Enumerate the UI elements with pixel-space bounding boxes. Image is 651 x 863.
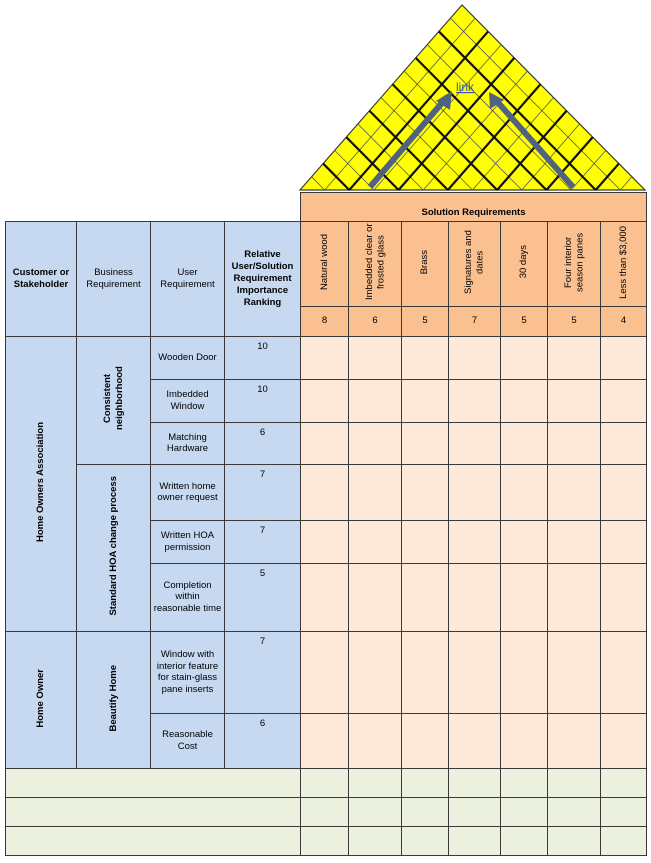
- footer-cell[interactable]: [301, 826, 349, 855]
- customer-stakeholder-header: Customer or Stakeholder: [6, 222, 77, 337]
- matrix-cell[interactable]: [449, 713, 501, 768]
- footer-label-cell[interactable]: [6, 797, 301, 826]
- matrix-cell[interactable]: [349, 422, 402, 464]
- matrix-cell[interactable]: [449, 464, 501, 520]
- matrix-cell[interactable]: [349, 336, 402, 379]
- solution-header-4: [449, 222, 501, 307]
- solution-header-5: [501, 222, 548, 307]
- rank-4: 7: [225, 464, 301, 520]
- matrix-cell[interactable]: [301, 631, 349, 713]
- solution-name: Signatures and dates: [463, 230, 486, 294]
- footer-cell[interactable]: [601, 797, 647, 826]
- user-requirement-header: User Requirement: [151, 222, 225, 337]
- matrix-cell[interactable]: [301, 563, 349, 631]
- solution-name: 30 days: [518, 245, 530, 279]
- matrix-cell[interactable]: [548, 379, 601, 422]
- stakeholder-home-owner: [6, 631, 77, 768]
- user-req-8: Reasonable Cost: [151, 713, 225, 768]
- matrix-cell[interactable]: [501, 713, 548, 768]
- matrix-cell[interactable]: [601, 563, 647, 631]
- link-label[interactable]: link: [456, 80, 475, 94]
- solution-score-1: 8: [301, 306, 349, 336]
- importance-ranking-header: Relative User/Solution Requirement Importance Ranking: [225, 222, 301, 337]
- solution-score-2: 6: [349, 306, 402, 336]
- footer-cell[interactable]: [501, 826, 548, 855]
- matrix-cell[interactable]: [601, 336, 647, 379]
- footer-cell[interactable]: [301, 797, 349, 826]
- user-req-4: Written home owner request: [151, 464, 225, 520]
- matrix-cell[interactable]: [548, 631, 601, 713]
- matrix-cell[interactable]: [449, 563, 501, 631]
- matrix-cell[interactable]: [601, 379, 647, 422]
- matrix-cell[interactable]: [449, 520, 501, 563]
- matrix-cell[interactable]: [449, 336, 501, 379]
- matrix-cell[interactable]: [601, 631, 647, 713]
- footer-label-cell[interactable]: [6, 768, 301, 797]
- footer-cell[interactable]: [501, 797, 548, 826]
- matrix-cell[interactable]: [548, 336, 601, 379]
- solution-name: Brass: [419, 249, 431, 275]
- rank-1: 10: [225, 336, 301, 379]
- matrix-cell[interactable]: [402, 713, 449, 768]
- matrix-cell[interactable]: [548, 520, 601, 563]
- solution-name: Less than $3,000: [617, 225, 629, 299]
- business-beautify-home: [77, 631, 151, 768]
- matrix-cell[interactable]: [501, 563, 548, 631]
- footer-cell[interactable]: [402, 768, 449, 797]
- footer-cell[interactable]: [449, 768, 501, 797]
- user-req-1: Wooden Door: [151, 336, 225, 379]
- matrix-cell[interactable]: [402, 563, 449, 631]
- matrix-cell[interactable]: [349, 520, 402, 563]
- user-req-3: Matching Hardware: [151, 422, 225, 464]
- matrix-cell[interactable]: [548, 563, 601, 631]
- rank-7: 7: [225, 631, 301, 713]
- solution-score-7: 4: [601, 306, 647, 336]
- footer-label-cell[interactable]: [6, 826, 301, 855]
- footer-cell[interactable]: [548, 826, 601, 855]
- matrix-cell[interactable]: [402, 464, 449, 520]
- user-req-7: Window with interior feature for stain-glass pane inserts: [151, 631, 225, 713]
- solution-header-7: [601, 222, 647, 307]
- solution-name: Four interior season panes: [562, 232, 585, 292]
- stakeholder-label: Home Owners Association: [35, 421, 47, 542]
- matrix-cell[interactable]: [301, 336, 349, 379]
- solution-requirements-title: Solution Requirements: [301, 193, 647, 222]
- business-requirement-header: Business Requirement: [77, 222, 151, 337]
- matrix-cell[interactable]: [349, 379, 402, 422]
- user-req-5: Written HOA permission: [151, 520, 225, 563]
- footer-cell[interactable]: [349, 797, 402, 826]
- rank-2: 10: [225, 379, 301, 422]
- solution-header-3: [402, 222, 449, 307]
- solution-score-3: 5: [402, 306, 449, 336]
- user-req-2: Imbedded Window: [151, 379, 225, 422]
- matrix-cell[interactable]: [449, 631, 501, 713]
- footer-cell[interactable]: [402, 826, 449, 855]
- matrix-cell[interactable]: [402, 631, 449, 713]
- matrix-cell[interactable]: [301, 713, 349, 768]
- matrix-cell[interactable]: [301, 422, 349, 464]
- matrix-cell[interactable]: [501, 631, 548, 713]
- matrix-cell[interactable]: [501, 379, 548, 422]
- solution-header-1: [301, 222, 349, 307]
- matrix-cell[interactable]: [449, 422, 501, 464]
- matrix-cell[interactable]: [449, 379, 501, 422]
- matrix-cell[interactable]: [402, 379, 449, 422]
- correlation-roof: [0, 0, 651, 192]
- footer-cell[interactable]: [601, 768, 647, 797]
- business-label: Beautify Home: [107, 664, 119, 732]
- rank-6: 5: [225, 563, 301, 631]
- user-req-6: Completion within reasonable time: [151, 563, 225, 631]
- footer-cell[interactable]: [601, 826, 647, 855]
- stakeholder-hoa: [6, 336, 77, 631]
- rank-8: 6: [225, 713, 301, 768]
- matrix-cell[interactable]: [548, 464, 601, 520]
- solution-header-2: [349, 222, 402, 307]
- matrix-cell[interactable]: [301, 464, 349, 520]
- matrix-cell[interactable]: [349, 713, 402, 768]
- rank-3: 6: [225, 422, 301, 464]
- footer-cell[interactable]: [449, 797, 501, 826]
- business-label: Standard HOA change process: [107, 476, 119, 616]
- footer-cell[interactable]: [349, 768, 402, 797]
- solution-header-6: [548, 222, 601, 307]
- matrix-cell[interactable]: [402, 336, 449, 379]
- matrix-cell[interactable]: [548, 713, 601, 768]
- footer-cell[interactable]: [548, 797, 601, 826]
- footer-cell[interactable]: [301, 768, 349, 797]
- matrix-cell[interactable]: [601, 713, 647, 768]
- matrix-cell[interactable]: [601, 464, 647, 520]
- business-label: Consistent neighborhood: [101, 366, 125, 431]
- footer-cell[interactable]: [548, 768, 601, 797]
- matrix-cell[interactable]: [501, 336, 548, 379]
- matrix-cell[interactable]: [349, 464, 402, 520]
- house-of-quality-table: [5, 192, 647, 856]
- solution-score-6: 5: [548, 306, 601, 336]
- rank-5: 7: [225, 520, 301, 563]
- matrix-cell[interactable]: [301, 379, 349, 422]
- footer-cell[interactable]: [402, 797, 449, 826]
- matrix-cell[interactable]: [501, 464, 548, 520]
- matrix-cell[interactable]: [402, 520, 449, 563]
- matrix-cell[interactable]: [301, 520, 349, 563]
- solution-score-5: 5: [501, 306, 548, 336]
- footer-cell[interactable]: [349, 826, 402, 855]
- stakeholder-label: Home Owner: [35, 668, 47, 728]
- solution-name: Imbedded clear or frosted glass: [363, 223, 386, 301]
- matrix-cell[interactable]: [601, 520, 647, 563]
- matrix-cell[interactable]: [548, 422, 601, 464]
- footer-cell[interactable]: [449, 826, 501, 855]
- matrix-cell[interactable]: [601, 422, 647, 464]
- solution-name: Natural wood: [318, 234, 330, 290]
- matrix-cell[interactable]: [402, 422, 449, 464]
- business-consistent-neighborhood: [77, 336, 151, 464]
- footer-cell[interactable]: [501, 768, 548, 797]
- solution-score-4: 7: [449, 306, 501, 336]
- matrix-cell[interactable]: [501, 520, 548, 563]
- matrix-cell[interactable]: [349, 563, 402, 631]
- matrix-cell[interactable]: [501, 422, 548, 464]
- matrix-cell[interactable]: [349, 631, 402, 713]
- business-standard-hoa-change-process: [77, 464, 151, 631]
- blank-corner: [6, 193, 301, 222]
